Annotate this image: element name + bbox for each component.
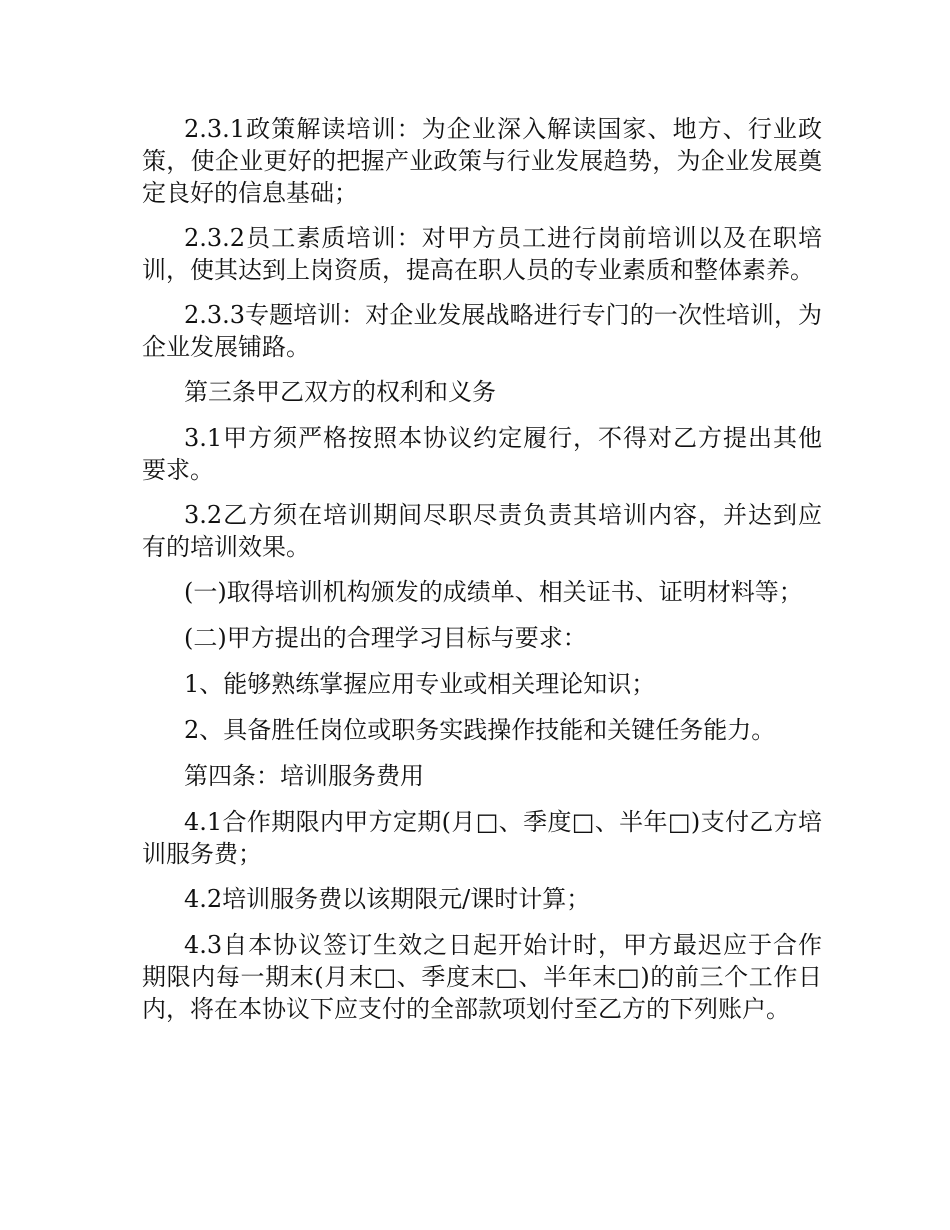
clause-4-3: 4.3自本协议签订生效之日起开始计时，甲方最迟应于合作期限内每一期末(月末□、季度末□、半年末□)的前三个工作日内，将在本协议下应支付的全部款项划付至乙方的下列账户。 [142,931,822,1023]
goal-2-skills: 2、具备胜任岗位或职务实践操作技能和关键任务能力。 [184,716,776,744]
clause-4-2: 4.2培训服务费以该期限元/课时计算； [184,885,591,913]
clause-3-1: 3.1甲方须严格按照本协议约定履行，不得对乙方提出其他要求。 [142,424,822,484]
document-body [142,113,822,1038]
item-1-certificates: (一)取得培训机构颁发的成绩单、相关证书、证明材料等； [184,578,803,606]
clause-2-3-3: 2.3.3专题培训：对企业发展战略进行专门的一次性培训，为企业发展铺路。 [142,301,822,361]
clause-3-2: 3.2乙方须在培训期间尽职尽责负责其培训内容，并达到应有的培训效果。 [142,501,822,561]
clause-4-1: 4.1合作期限内甲方定期(月□、季度□、半年□)支付乙方培训服务费； [142,808,822,868]
article-3-heading: 第三条甲乙双方的权利和义务 [184,378,496,406]
clause-2-3-2: 2.3.2员工素质培训：对甲方员工进行岗前培训以及在职培训，使其达到上岗资质，提高在职人员的专业素质和整体素养。 [142,224,822,284]
clause-2-3-1: 2.3.1政策解读培训：为企业深入解读国家、地方、行业政策，使企业更好的把握产业政策与行业发展趋势，为企业发展奠定良好的信息基础； [142,115,822,207]
goal-1-knowledge: 1、能够熟练掌握应用专业或相关理论知识； [184,670,656,698]
article-4-heading: 第四条：培训服务费用 [184,762,424,790]
item-2-learning-goals: (二)甲方提出的合理学习目标与要求： [184,624,587,652]
